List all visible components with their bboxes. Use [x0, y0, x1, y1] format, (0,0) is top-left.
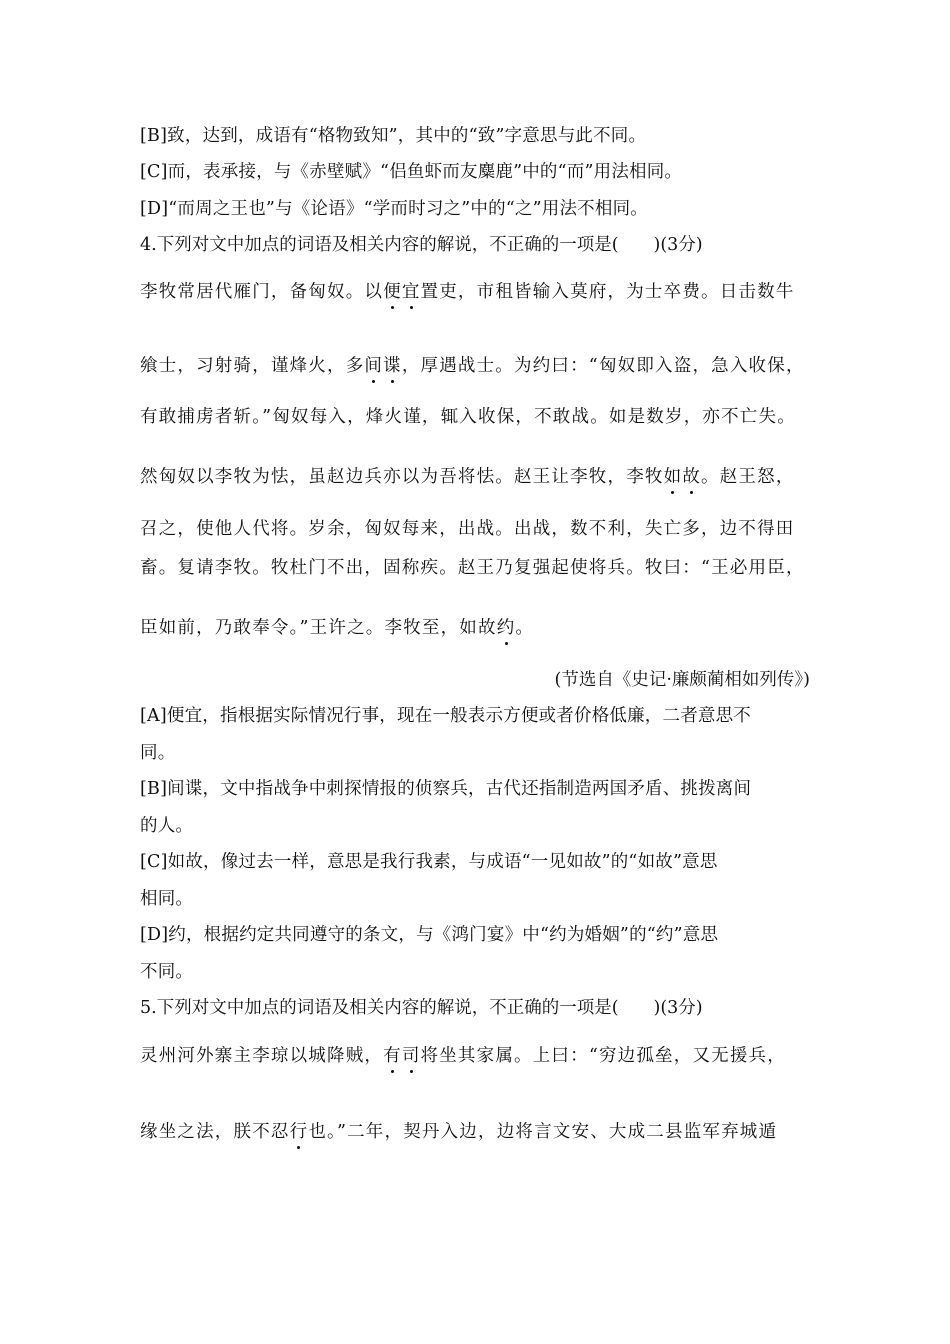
q4-option-d: [D]约，根据约定共同遵守的条文，与《鸿门宴》中“约为婚姻”的“约”意思	[140, 925, 719, 945]
q4-passage-line: 召之，使他人代将。岁余，匈奴每来，出战。出战，数不利，失亡多，边不得田	[140, 519, 795, 539]
q5-passage-line	[140, 1044, 786, 1068]
passage-text: 。赵王怒，	[701, 467, 795, 487]
dotted-word: 约	[496, 618, 516, 638]
dotted-word: 间	[364, 356, 384, 376]
q5-stem: 5.下列对文中加点的词语及相关内容的解说，不正确的一项是( )(3分)	[140, 998, 703, 1018]
q4-option-a: [A]便宜，指根据实际情况行事，现在一般表示方便或者价格低廉，二者意思不	[140, 706, 751, 726]
q4-option-b: [B]间谍，文中指战争中刺探情报的侦察兵，古代还指制造两国矛盾、挑拨离间	[140, 779, 752, 799]
passage-text: ，厚遇战士。为约曰：“匈奴即入盗，急入收保，	[401, 356, 805, 376]
q4-passage-line	[140, 354, 805, 378]
passage-text: 置吏，市租皆输入莫府，为士卒费。日击数牛	[420, 282, 795, 302]
q4-passage-line	[140, 465, 795, 489]
q3-option-d: [D]“而周之王也”与《论语》“学而时习之”中的“之”用法不相同。	[140, 199, 648, 219]
passage-text: 也。”二年，契丹入边，边将言文安、大成二县监军弃城遁	[308, 1122, 778, 1142]
passage-text: 飨士，习射骑，谨烽火，多	[140, 356, 365, 376]
q4-option-a-cont: 同。	[140, 743, 176, 763]
q4-passage-line	[140, 616, 534, 640]
q5-passage-line	[140, 1120, 777, 1144]
q4-passage-line	[140, 280, 795, 304]
q4-option-c-cont: 相同。	[140, 889, 194, 909]
passage-text: 将坐其家属。上曰：“穷边孤垒，又无援兵，	[420, 1046, 786, 1066]
q4-option-d-cont: 不同。	[140, 962, 194, 982]
dotted-word: 宜	[401, 282, 421, 302]
q4-source: (节选自《史记·廉颇蔺相如列传》)	[554, 670, 810, 690]
dotted-word: 便	[383, 282, 402, 302]
passage-text: 缘坐之法，朕不忍	[140, 1122, 290, 1142]
dotted-word: 故	[682, 467, 702, 487]
dotted-word: 有	[383, 1046, 402, 1066]
dotted-word: 谍	[383, 356, 402, 376]
dotted-word: 如	[663, 467, 683, 487]
passage-text: 李牧常居代雁门，备匈奴。以	[140, 282, 384, 302]
q4-passage-line: 畜。复请李牧。牧杜门不出，固称疾。赵王乃复强起使将兵。牧曰：“王必用臣，	[140, 558, 805, 578]
dotted-word: 司	[401, 1046, 421, 1066]
q4-stem: 4.下列对文中加点的词语及相关内容的解说，不正确的一项是( )(3分)	[140, 235, 703, 255]
dotted-word: 行	[289, 1122, 309, 1142]
q3-option-c: [C]而，表承接，与《赤壁赋》“侣鱼虾而友麋鹿”中的“而”用法相同。	[140, 162, 683, 182]
q3-option-b: [B]致，达到，成语有“格物致知”，其中的“致”字意思与此不同。	[140, 126, 647, 146]
passage-text: 臣如前，乃敢奉令。”王许之。李牧至，如故	[140, 618, 497, 638]
q4-option-c: [C]如故，像过去一样，意思是我行我素，与成语“一见如故”的“如故”意思	[140, 852, 718, 872]
q4-passage-line: 有敢捕虏者斩。”匈奴每入，烽火谨，辄入收保，不敢战。如是数岁，亦不亡失。	[140, 407, 796, 427]
passage-text: 然匈奴以李牧为怯，虽赵边兵亦以为吾将怯。赵王让李牧，李牧	[140, 467, 664, 487]
passage-text: 灵州河外寨主李琼以城降贼，	[140, 1046, 384, 1066]
passage-text: 。	[515, 618, 535, 638]
q4-option-b-cont: 的人。	[140, 816, 194, 836]
